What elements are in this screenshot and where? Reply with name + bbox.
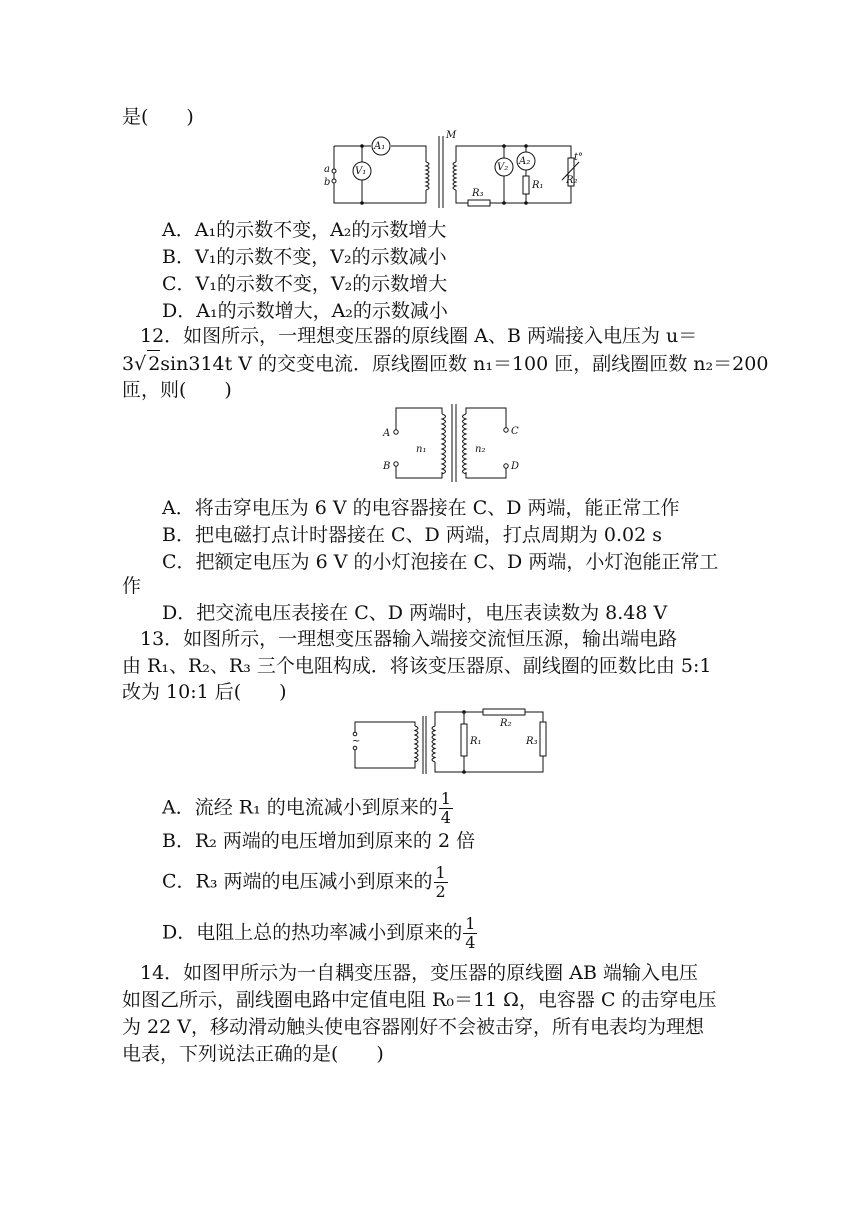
q13-option-b[interactable]: B．R₂ 两端的电压增加到原来的 2 倍 — [162, 830, 476, 852]
q13-stem-line-2: 由 R₁、R₂、R₃ 三个电阻构成．将该变压器原、副线圈的匝数比由 5:1 — [122, 655, 712, 677]
q13-c-fraction: $\frac{1}{2}$ — [435, 863, 446, 901]
q12-option-c-cont: 作 — [122, 575, 142, 597]
q13-label-R3: R₃ — [526, 736, 538, 747]
q11-label-M: M — [446, 130, 457, 141]
q14-stem-line-3: 为 22 V，移动滑动触头使电容器刚好不会被击穿，所有电表均为理想 — [122, 1016, 704, 1038]
q11-label-a: a — [324, 164, 330, 175]
q11-label-R3: R₃ — [472, 188, 484, 199]
q12-label-B: B — [383, 461, 391, 472]
q13-d-fraction: $\frac{1}{4}$ — [465, 914, 476, 952]
q12-option-a[interactable]: A．将击穿电压为 6 V 的电容器接在 C、D 两端，能正常工作 — [162, 497, 680, 519]
q12-option-c[interactable]: C．把额定电压为 6 V 的小灯泡接在 C、D 两端，小灯泡能正常工 — [162, 551, 719, 573]
q11-label-R1: R₁ — [532, 180, 544, 191]
q12-label-n2: n₂ — [475, 444, 486, 455]
q11-label-R2: R₂ — [566, 175, 578, 186]
q13-option-d[interactable]: D．电阻上总的热功率减小到原来的 $\frac{1}{4}$ — [162, 914, 476, 952]
q11-circuit-figure — [316, 128, 596, 214]
q11-label-V2: V₂ — [497, 162, 509, 173]
q13-circuit-figure — [350, 704, 550, 778]
q14-stem-line-2: 如图乙所示，副线圈电路中定值电阻 R₀＝11 Ω，电容器 C 的击穿电压 — [122, 989, 717, 1011]
q12-label-A: A — [383, 428, 391, 439]
svg-text:~: ~ — [352, 736, 361, 747]
q13-stem-line-1: 13．如图所示，一理想变压器输入端接交流恒压源，输出端电路 — [140, 628, 678, 650]
q12-stem-line-3: 匝，则( ) — [122, 379, 232, 401]
q13-a-fraction: $\frac{1}{4}$ — [440, 789, 451, 827]
q11-label-b: b — [324, 177, 331, 188]
q12-stem-line-2: 3√ 2sin314t V 的交变电流．原线圈匝数 n₁＝100 匝，副线圈匝数 n₂＝200 — [122, 350, 768, 377]
q12-label-D: D — [511, 461, 520, 472]
q11-option-d[interactable]: D．A₁的示数增大，A₂的示数减小 — [162, 300, 448, 322]
q11-stem-tail: 是( ) — [122, 106, 194, 128]
q13-label-R1: R₁ — [470, 736, 482, 747]
q11-label-A1: A₁ — [374, 141, 386, 152]
q12-stem-line-1: 12．如图所示，一理想变压器的原线圈 A、B 两端接入电压为 u＝ — [140, 325, 698, 347]
q13-stem-line-3: 改为 10:1 后( ) — [122, 681, 287, 703]
q12-transformer-figure — [378, 402, 528, 486]
q11-label-t: t° — [574, 152, 584, 163]
q11-option-c[interactable]: C．V₁的示数不变，V₂的示数增大 — [162, 273, 448, 295]
q11-label-A2: A₂ — [519, 156, 531, 167]
q11-option-a[interactable]: A．A₁的示数不变，A₂的示数增大 — [162, 219, 447, 241]
q14-stem-line-4: 电表，下列说法正确的是( ) — [122, 1043, 384, 1065]
q12-label-n1: n₁ — [416, 444, 427, 455]
q12-option-b[interactable]: B．把电磁打点计时器接在 C、D 两端，打点周期为 0.02 s — [162, 524, 662, 546]
q12-label-C: C — [511, 426, 519, 437]
q11-label-V1: V₁ — [355, 166, 367, 177]
q11-option-b[interactable]: B．V₁的示数不变，V₂的示数减小 — [162, 246, 447, 268]
q13-option-a[interactable]: A．流经 R₁ 的电流减小到原来的 $\frac{1}{4}$ — [162, 789, 451, 827]
q13-label-R2: R₂ — [500, 718, 512, 729]
q13-option-c[interactable]: C．R₃ 两端的电压减小到原来的 $\frac{1}{2}$ — [162, 863, 446, 901]
q14-stem-line-1: 14．如图甲所示为一自耦变压器，变压器的原线圈 AB 端输入电压 — [140, 962, 698, 984]
q12-option-d[interactable]: D．把交流电压表接在 C、D 两端时，电压表读数为 8.48 V — [162, 602, 668, 624]
